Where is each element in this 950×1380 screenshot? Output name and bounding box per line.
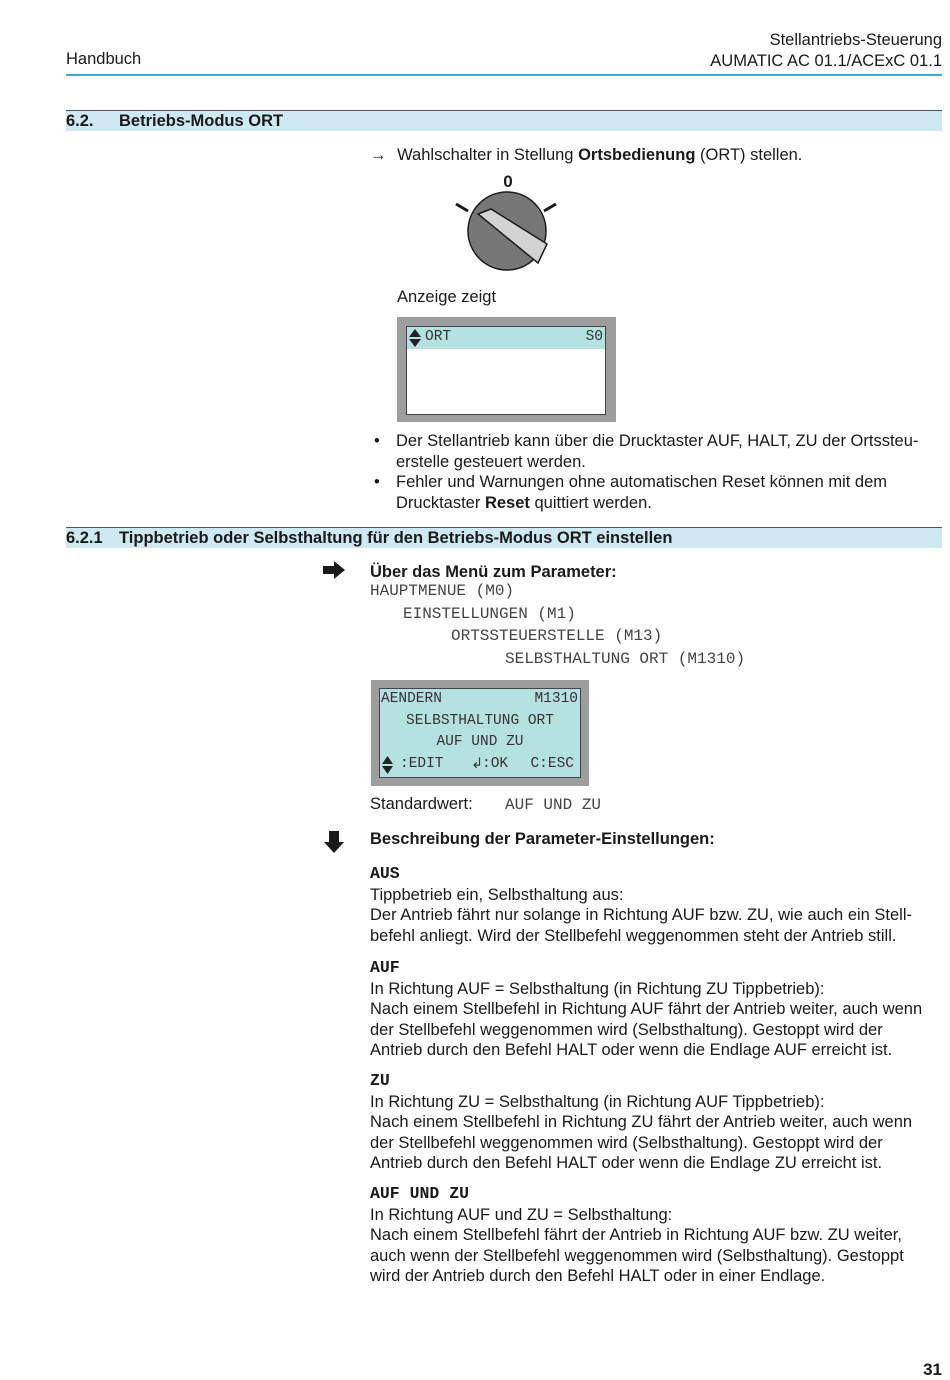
up-down-triangle-icon bbox=[409, 329, 421, 347]
section-heading-6-2-1 bbox=[66, 527, 942, 548]
option-auf bbox=[370, 958, 945, 1061]
option-name: AUF UND ZU bbox=[370, 1184, 470, 1203]
lcd-menu-id: M1310 bbox=[534, 691, 578, 707]
switch-label: 0 bbox=[503, 172, 513, 191]
option-line: Nach einem Stellbefehl in Richtung ZU fährt der Antrieb weiter, auch wenn bbox=[370, 1113, 913, 1131]
description-heading: Beschreibung der Parameter-Einstellungen: bbox=[370, 830, 715, 848]
bullet-1-line2: erstelle gesteuert werden. bbox=[396, 452, 586, 471]
bullet-2-line1: Fehler und Warnungen ohne automatischen Reset können mit dem bbox=[396, 473, 888, 491]
option-line: In Richtung AUF = Selbsthaltung (in Richtung ZU Tippbetrieb): bbox=[370, 979, 825, 998]
lcd-mode: ORT bbox=[425, 329, 452, 345]
menu-path-0: HAUPTMENUE (M0) bbox=[370, 582, 515, 600]
section-heading-6-2 bbox=[66, 110, 942, 131]
option-name: AUF bbox=[370, 958, 400, 977]
menu-path-3: SELBSTHALTUNG ORT (M1310) bbox=[505, 650, 746, 668]
instruction-line bbox=[370, 146, 802, 165]
option-line: In Richtung AUF und ZU = Selbsthaltung: bbox=[370, 1205, 673, 1224]
option-zu bbox=[370, 1071, 945, 1174]
default-value: AUF UND ZU bbox=[505, 796, 602, 814]
menu-heading: Über das Menü zum Parameter: bbox=[370, 563, 617, 581]
option-line: auch wenn der Stellbefehl weggenommen wird (Selbsthaltung). Gestoppt bbox=[370, 1246, 904, 1265]
selector-switch-icon bbox=[450, 170, 570, 275]
section-number: 6.2. bbox=[66, 112, 94, 130]
option-line: wird der Antrieb durch den Befehl HALT oder in einer Endlage. bbox=[370, 1267, 826, 1285]
display-caption: Anzeige zeigt bbox=[397, 288, 497, 306]
section-number: 6.2.1 bbox=[66, 529, 103, 547]
lcd-ok-label: :OK bbox=[482, 756, 509, 772]
lcd-esc-label: C:ESC bbox=[530, 756, 574, 772]
default-label: Standardwert: bbox=[370, 795, 473, 813]
option-aus bbox=[370, 864, 945, 946]
lcd-param-value: AUF UND ZU bbox=[436, 734, 524, 750]
option-line: Nach einem Stellbefehl fährt der Antrieb in Richtung AUF bzw. ZU weiter, bbox=[370, 1226, 902, 1244]
arrow-right-icon: → bbox=[370, 146, 387, 164]
bullet-item bbox=[370, 472, 945, 513]
page-number: 31 bbox=[923, 1360, 942, 1379]
section-title: Betriebs-Modus ORT bbox=[119, 112, 284, 130]
lcd-param-name: SELBSTHALTUNG ORT bbox=[406, 713, 554, 729]
lcd-screen bbox=[379, 688, 581, 778]
up-down-triangle-icon bbox=[382, 756, 393, 774]
bullet-item bbox=[370, 431, 945, 472]
header-right-line2: AUMATIC AC 01.1/ACExC 01.1 bbox=[710, 52, 942, 70]
menu-path-1: EINSTELLUNGEN (M1) bbox=[403, 605, 576, 623]
header-right-line1: Stellantriebs-Steuerung bbox=[769, 31, 942, 49]
arrow-right-icon bbox=[323, 561, 345, 584]
bullet-2-line2-pre: Drucktaster bbox=[396, 493, 485, 512]
bullet-2-line2-post: quittiert werden. bbox=[529, 493, 652, 512]
lcd-status: S0 bbox=[585, 329, 603, 345]
header-rule bbox=[66, 74, 942, 76]
option-line: Antrieb durch den Befehl HALT oder wenn die Endlage AUF erreicht ist. bbox=[370, 1041, 893, 1059]
option-line: Tippbetrieb ein, Selbsthaltung aus: bbox=[370, 885, 624, 904]
option-name: ZU bbox=[370, 1071, 390, 1090]
bullet-2-line2-bold: Reset bbox=[484, 493, 530, 512]
header-right bbox=[710, 30, 942, 72]
option-line: Der Antrieb fährt nur solange in Richtung AUF bzw. ZU, wie auch ein Stell- bbox=[370, 906, 913, 924]
bullet-list bbox=[370, 431, 945, 513]
option-auf-und-zu bbox=[370, 1184, 945, 1287]
lcd-display-ort bbox=[397, 317, 616, 422]
instruction-bold: Ortsbedienung bbox=[578, 146, 696, 164]
bullet-1-line1: Der Stellantrieb kann über die Drucktaster AUF, HALT, ZU der Ortssteu- bbox=[396, 432, 919, 450]
arrow-down-icon bbox=[324, 831, 344, 858]
instruction-pre: Wahlschalter in Stellung bbox=[397, 146, 579, 164]
option-line: In Richtung ZU = Selbsthaltung (in Richtung AUF Tippbetrieb): bbox=[370, 1092, 825, 1111]
option-name: AUS bbox=[370, 864, 400, 883]
option-line: Antrieb durch den Befehl HALT oder wenn die Endlage ZU erreicht ist. bbox=[370, 1154, 883, 1172]
option-line: befehl anliegt. Wird der Stellbefehl weggenommen steht der Antrieb still. bbox=[370, 926, 897, 945]
section-title: Tippbetrieb oder Selbsthaltung für den Betriebs-Modus ORT einstellen bbox=[119, 529, 673, 547]
lcd-aendern: AENDERN bbox=[381, 691, 442, 707]
option-line: der Stellbefehl weggenommen wird (Selbsthaltung). Gestoppt wird der bbox=[370, 1020, 883, 1039]
menu-path-2: ORTSSTEUERSTELLE (M13) bbox=[451, 627, 663, 645]
enter-icon: ↲ bbox=[471, 757, 484, 773]
lcd-display-m1310 bbox=[371, 680, 589, 786]
instruction-post: (ORT) stellen. bbox=[695, 146, 803, 164]
option-line: der Stellbefehl weggenommen wird (Selbsthaltung). Gestoppt wird der bbox=[370, 1133, 883, 1152]
lcd-screen bbox=[406, 326, 606, 415]
header-left: Handbuch bbox=[66, 50, 142, 68]
option-line: Nach einem Stellbefehl in Richtung AUF fährt der Antrieb weiter, auch wenn bbox=[370, 1000, 923, 1018]
lcd-edit-label: :EDIT bbox=[400, 756, 444, 772]
lcd-highlight-row bbox=[407, 327, 605, 349]
